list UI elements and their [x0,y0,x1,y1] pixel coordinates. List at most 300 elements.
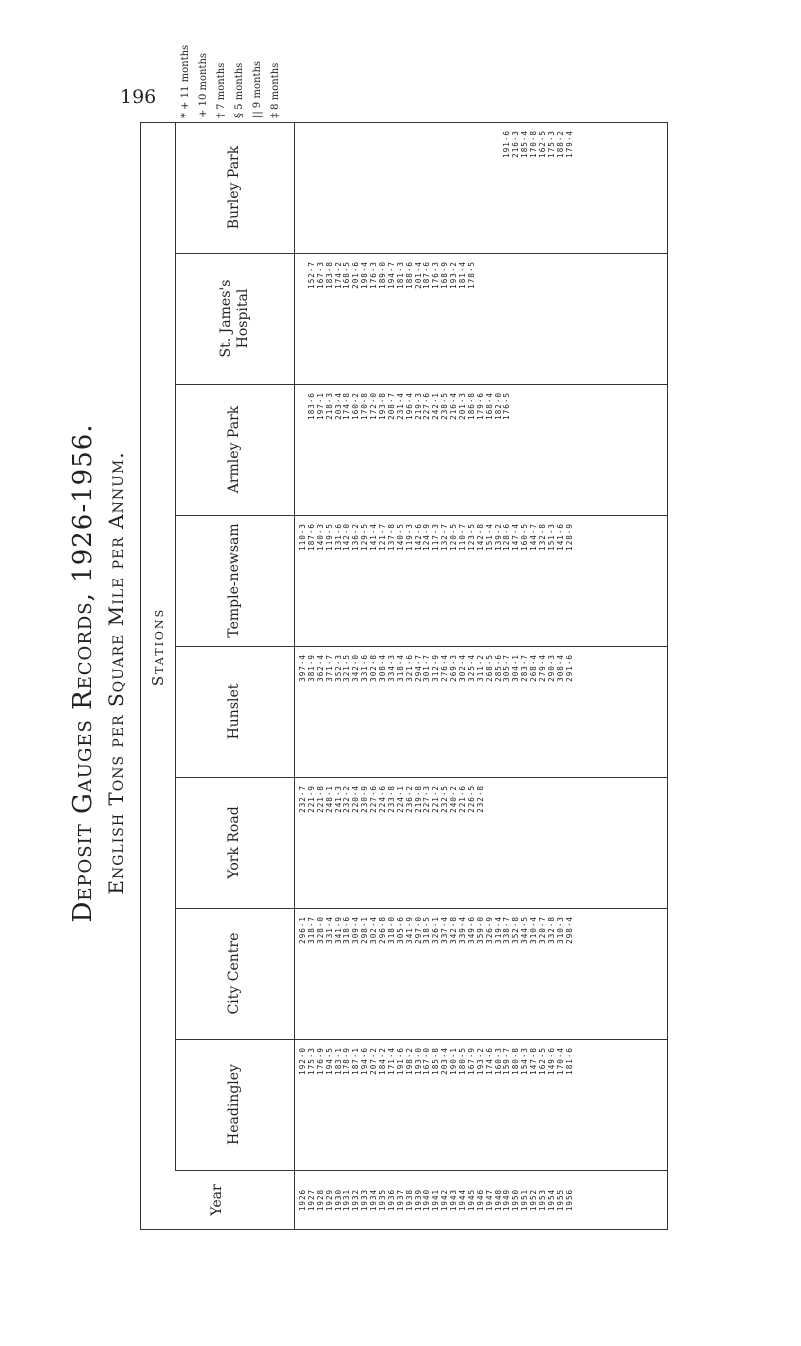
value-cell: 296·1 [298,916,307,944]
value-cell: 154·3 [520,1047,530,1075]
value-cell: 131·6 [333,523,343,551]
value-cell: 220·4 [351,785,361,813]
value-cell [512,384,521,515]
station-column [175,384,667,516]
value-cell [486,253,495,384]
legend-entry [270,63,282,118]
year-cell: 1932 [351,1188,361,1212]
value-cell: 121·7 [378,523,388,551]
value-cell: 381·9 [306,654,316,682]
value-cell: 269·3 [449,654,459,682]
page-title: Deposit Gauges Records, 1926-1956. [68,423,98,923]
legend-entry [216,63,228,118]
value-cell: 224·6 [378,785,388,813]
value-cell [432,122,441,253]
value-cell: 119·3 [404,523,414,551]
legend [140,8,668,118]
value-cell: 248·1 [324,785,334,813]
value-cell: 242·1 [431,392,441,420]
value-cell: 308·4 [555,654,565,682]
value-cell [548,384,557,515]
value-cell: 182·0 [493,392,503,420]
year-cell: 1956 [564,1188,574,1212]
value-cell: 183·8 [324,261,334,289]
value-cell: 132·7 [440,523,450,551]
value-cell: 168·9 [440,261,450,289]
value-cell [486,122,495,253]
station-column [175,253,667,385]
station-header: Temple-newsam [175,515,295,646]
value-cell: 312·9 [431,654,441,682]
value-cell: 221·8 [315,785,325,813]
year-cell: 1935 [378,1188,388,1212]
value-cell: 179·6 [475,392,485,420]
value-cell: 147·8 [529,1047,539,1075]
year-cell: 1928 [315,1188,325,1212]
value-cell: 339·4 [458,916,468,944]
legend-entry [234,63,246,118]
value-cell: 219·8 [413,785,423,813]
value-cell: 326·1 [431,916,441,944]
legend-symbol: † [216,113,227,118]
value-cell: 221·2 [431,785,441,813]
value-cell: 140·5 [395,523,405,551]
value-cell: 160·5 [520,523,530,551]
year-cell: 1949 [502,1188,512,1212]
value-cell [335,122,344,253]
value-cell: 139·2 [493,523,503,551]
value-cell [477,253,486,384]
value-cell: 168·5 [342,261,352,289]
value-cell: 183·1 [333,1047,343,1075]
value-cell: 175·3 [546,130,556,158]
year-cell: 1948 [493,1188,503,1212]
station-header: York Road [175,777,295,908]
station-column [175,646,667,778]
value-cell [539,253,548,384]
value-cell: 305·6 [395,916,405,944]
value-cell [503,253,512,384]
year-cell: 1940 [422,1188,432,1212]
value-cell [343,122,352,253]
value-cell: 305·7 [502,654,512,682]
value-cell: 184·2 [378,1047,388,1075]
value-cell [379,122,388,253]
value-cell [557,253,566,384]
value-cell: 142·6 [413,523,423,551]
value-cell: 331·6 [360,654,370,682]
value-cell [539,384,548,515]
value-cell [495,253,504,384]
value-cell: 320·7 [538,916,548,944]
value-cell [557,384,566,515]
value-cell: 171·4 [386,1047,396,1075]
value-cell [521,384,530,515]
value-cell: 110·7 [458,523,468,551]
value-cell: 232·8 [475,785,485,813]
year-cell: 1954 [546,1188,556,1212]
value-cell: 224·1 [395,785,405,813]
value-cell: 123·5 [466,523,476,551]
value-cell: 167·0 [422,1047,432,1075]
value-cell: 187·6 [306,523,316,551]
value-cell: 196·4 [404,392,414,420]
value-cell: 142·8 [475,523,485,551]
value-cell: 221·6 [458,785,468,813]
value-cell: 117·3 [431,523,441,551]
value-cell: 178·5 [466,261,476,289]
value-cell: 128·9 [564,523,574,551]
legend-entry [180,45,192,118]
value-cell: 301·7 [422,654,432,682]
value-cell: 231·4 [395,392,405,420]
value-cell: 179·4 [564,130,574,158]
value-cell: 124·9 [422,523,432,551]
value-cell: 141·4 [369,523,379,551]
value-cell: 176·5 [502,392,512,420]
year-cell: 1937 [395,1188,405,1212]
year-cell: 1942 [440,1188,450,1212]
value-cell: 318·4 [395,654,405,682]
value-cell: 198·4 [360,261,370,289]
value-cell [566,384,575,515]
value-cell: 151·4 [484,523,494,551]
year-column [141,1171,667,1229]
stations-header: Stations [141,123,176,1171]
value-cell: 170·8 [529,130,539,158]
value-cell [539,777,548,908]
value-cell: 141·6 [555,523,565,551]
value-cell [441,122,450,253]
value-cell: 188·2 [555,130,565,158]
value-cell: 128·6 [502,523,512,551]
year-cell: 1955 [555,1188,565,1212]
value-cell: 318·6 [342,916,352,944]
value-cell: 174·8 [342,392,352,420]
value-cell: 193·0 [413,1047,423,1075]
station-column [175,122,667,254]
legend-text: 5 months [234,62,245,110]
value-cell: 185·8 [431,1047,441,1075]
value-cell [512,253,521,384]
year-cell: 1951 [520,1188,530,1212]
value-cell: 233·8 [386,785,396,813]
value-cell: 180·5 [458,1047,468,1075]
value-cell [406,122,415,253]
value-cell: 290·3 [546,654,556,682]
page-number: 196 [120,86,157,108]
value-cell: 207·2 [369,1047,379,1075]
value-cell: 362·4 [315,654,325,682]
value-cell: 304·1 [511,654,521,682]
value-cell: 194·7 [386,261,396,289]
value-cell: 197·1 [315,392,325,420]
value-cell: 110·3 [298,523,307,551]
value-cell [521,777,530,908]
value-cell [530,777,539,908]
value-cell [361,122,370,253]
legend-symbol: + [198,109,209,118]
value-cell: 149·6 [546,1047,556,1075]
year-cell: 1933 [360,1188,370,1212]
value-cell: 176·9 [315,1047,325,1075]
value-cell [415,122,424,253]
value-cell: 232·7 [298,785,307,813]
value-cell: 191·6 [395,1047,405,1075]
value-cell: 198·2 [404,1047,414,1075]
value-cell: 137·8 [386,523,396,551]
value-cell: 279·4 [538,654,548,682]
page-subtitle: English Tons per Square Mile per Annum. [104,451,128,895]
value-cell: 341·9 [404,916,414,944]
value-cell [397,122,406,253]
value-cell: 268·4 [529,654,539,682]
value-cell: 283·7 [520,654,530,682]
value-cell: 318·5 [422,916,432,944]
value-cell: 334·3 [386,654,396,682]
value-cell: 174·2 [333,261,343,289]
value-cell: 359·0 [475,916,485,944]
value-cell: 238·5 [440,392,450,420]
value-cell: 193·2 [475,1047,485,1075]
value-cell: 332·8 [546,916,556,944]
year-cell: 1943 [449,1188,459,1212]
year-cell: 1941 [431,1188,441,1212]
value-cell: 342·8 [449,916,459,944]
year-cell: 1930 [333,1188,343,1212]
year-cell: 1944 [458,1188,468,1212]
value-cell: 188·6 [404,261,414,289]
value-cell: 291·6 [564,654,574,682]
year-cell: 1934 [369,1188,379,1212]
value-cell: 152·7 [306,261,316,289]
station-header: Headingley [175,1039,295,1170]
value-cell: 227·3 [422,785,432,813]
value-cell: 174·6 [484,1047,494,1075]
value-cell: 193·2 [449,261,459,289]
value-cell: 181·3 [395,261,405,289]
value-cell: 192·0 [298,1047,307,1075]
legend-text: 7 months [216,62,227,110]
year-cell: 1952 [529,1188,539,1212]
value-cell: 318·0 [386,916,396,944]
value-cell: 189·0 [378,261,388,289]
value-cell: 342·0 [351,654,361,682]
value-cell: 201·3 [458,392,468,420]
year-cell: 1946 [475,1188,485,1212]
value-cell: 221·9 [306,785,316,813]
value-cell: 218·3 [324,392,334,420]
value-cell: 338·7 [502,916,512,944]
value-cell [486,777,495,908]
legend-symbol: § [234,113,245,118]
value-cell: 310·4 [529,916,539,944]
value-cell: 144·7 [529,523,539,551]
value-cell: 232·2 [342,785,352,813]
value-cell: 168·4 [484,392,494,420]
value-cell: 326·9 [484,916,494,944]
value-cell: 298·1 [360,916,370,944]
value-cell: 201·6 [351,261,361,289]
value-cell [299,122,308,253]
legend-entry [198,53,210,118]
value-cell [326,122,335,253]
value-cell: 309·4 [351,916,361,944]
value-cell: 167·9 [466,1047,476,1075]
value-cell: 201·4 [413,261,423,289]
value-cell: 371·7 [324,654,334,682]
value-cell [459,122,468,253]
deposit-table [140,122,668,1230]
value-cell: 176·3 [431,261,441,289]
legend-symbol: * + [180,101,191,118]
value-cell: 311·2 [475,654,485,682]
value-cell [370,122,379,253]
value-cell [530,384,539,515]
value-cell: 297·0 [413,916,423,944]
value-cell [308,122,317,253]
value-cell: 170·4 [555,1047,565,1075]
value-cell: 120·5 [449,523,459,551]
value-cell: 193·8 [378,392,388,420]
value-cell: 232·5 [440,785,450,813]
value-cell [566,253,575,384]
legend-text: 11 months [180,44,191,99]
station-header: Armley Park [175,384,295,515]
value-cell: 216·4 [449,392,459,420]
value-cell: 140·3 [315,523,325,551]
value-cell: 337·4 [440,916,450,944]
value-cell [548,253,557,384]
value-cell: 341·9 [333,916,343,944]
year-cell: 1953 [538,1188,548,1212]
value-cell: 310·3 [555,916,565,944]
value-cell: 162·5 [538,1047,548,1075]
value-cell [503,777,512,908]
value-cell [495,777,504,908]
year-header: Year [141,1171,295,1229]
value-cell: 178·9 [342,1047,352,1075]
value-cell: 191·6 [502,130,512,158]
year-cell: 1947 [484,1188,494,1212]
value-cell [423,122,432,253]
value-cell: 240·2 [449,785,459,813]
value-cell: 203·4 [333,392,343,420]
value-cell: 119·5 [324,523,334,551]
value-cell: 298·4 [564,916,574,944]
station-header: St. James's Hospital [175,253,295,384]
value-cell: 302·4 [458,654,468,682]
value-cell: 175·3 [306,1047,316,1075]
value-cell: 285·6 [493,654,503,682]
value-cell: 160·3 [493,1047,503,1075]
value-cell: 185·4 [520,130,530,158]
value-cell: 349·6 [466,916,476,944]
value-cell [450,122,459,253]
value-cell: 226·5 [466,785,476,813]
value-cell [521,253,530,384]
station-header: Burley Park [175,122,295,253]
value-cell: 162·5 [538,130,548,158]
value-cell [317,122,326,253]
value-cell [566,777,575,908]
value-cell: 397·4 [298,654,307,682]
value-cell: 325·4 [466,654,476,682]
value-cell: 352·3 [333,654,343,682]
value-cell: 136·2 [351,523,361,551]
value-cell [557,777,566,908]
legend-entry [252,61,264,118]
value-cell: 194·6 [360,1047,370,1075]
legend-text: 10 months [198,52,209,107]
value-cell: 159·7 [502,1047,512,1075]
value-cell: 219·3 [413,392,423,420]
value-cell: 129·5 [360,523,370,551]
value-cell: 151·3 [546,523,556,551]
value-cell: 308·4 [378,654,388,682]
station-header: Hunslet [175,646,295,777]
legend-symbol: || [252,111,263,118]
value-cell: 241·3 [333,785,343,813]
value-cell: 172·0 [369,392,379,420]
year-cell: 1936 [386,1188,396,1212]
value-cell: 236·2 [404,785,414,813]
value-cell: 132·8 [538,523,548,551]
value-cell: 194·5 [324,1047,334,1075]
value-cell: 190·1 [449,1047,459,1075]
value-cell: 321·6 [404,654,414,682]
value-cell: 227·6 [422,392,432,420]
value-cell: 180·8 [511,1047,521,1075]
station-column [175,515,667,647]
station-header: City Centre [175,908,295,1039]
value-cell: 321·5 [342,654,352,682]
value-cell: 167·3 [315,261,325,289]
year-cell: 1929 [324,1188,334,1212]
year-cell: 1950 [511,1188,521,1212]
value-cell: 181·4 [458,261,468,289]
value-cell: 142·0 [342,523,352,551]
value-cell: 318·7 [306,916,316,944]
value-cell: 302·4 [369,916,379,944]
value-cell: 276·4 [440,654,450,682]
value-cell: 187·1 [351,1047,361,1075]
legend-text: 8 months [270,62,281,110]
value-cell: 302·8 [369,654,379,682]
value-cell [530,253,539,384]
value-cell: 176·3 [369,261,379,289]
year-cell: 1938 [404,1188,414,1212]
value-cell: 160·2 [351,392,361,420]
value-cell: 230·9 [360,785,370,813]
value-cell: 181·6 [564,1047,574,1075]
value-cell: 187·6 [422,261,432,289]
station-column [175,1039,667,1171]
legend-text: 9 months [252,60,263,109]
value-cell [352,122,361,253]
value-cell: 344·5 [520,916,530,944]
value-cell: 170·8 [360,392,370,420]
value-cell [477,122,486,253]
value-cell: 183·6 [306,392,316,420]
value-cell: 296·8 [378,916,388,944]
value-cell [388,122,397,253]
value-cell: 147·4 [511,523,521,551]
value-cell: 319·4 [493,916,503,944]
legend-symbol: ‡ [270,113,281,118]
value-cell: 294·7 [413,654,423,682]
value-cell: 227·6 [369,785,379,813]
